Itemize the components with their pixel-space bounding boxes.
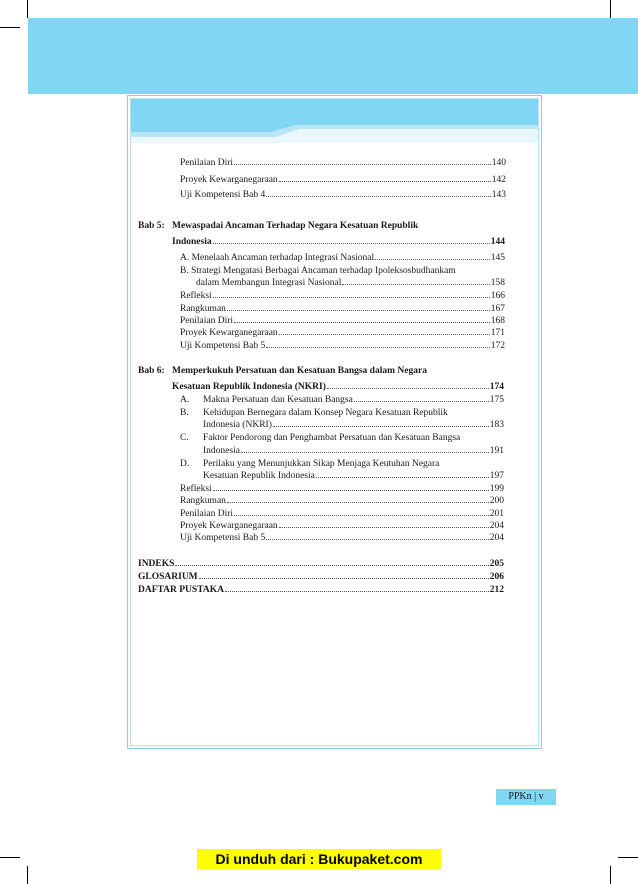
toc-entry-letter: A.: [180, 395, 190, 405]
toc-entry-page: 212: [489, 585, 504, 595]
toc-leader: [175, 565, 488, 566]
toc-leader: [342, 284, 489, 285]
toc-entry[interactable]: [180, 340, 505, 352]
toc-leader: [234, 322, 490, 323]
toc-entry-title[interactable]: Faktor Pendorong dan Penghambat Persatuan dan Kesatuan Bangsa: [203, 433, 461, 443]
toc-entry-title: GLOSARIUM: [138, 572, 198, 582]
toc-leader: [266, 539, 489, 540]
toc-entry[interactable]: [180, 495, 504, 507]
toc-leader: [213, 243, 490, 244]
toc-entry[interactable]: [180, 290, 505, 302]
toc-entry[interactable]: [203, 470, 504, 482]
toc-leader: [375, 259, 490, 260]
chapter-label: Bab 6:: [138, 366, 165, 376]
toc-entry-title: Uji Kompetensi Bab 5: [180, 533, 266, 543]
toc-leader: [213, 490, 489, 491]
toc-leader: [199, 578, 489, 579]
toc-section-entry[interactable]: [138, 571, 504, 583]
toc-entry-page: 140: [491, 158, 506, 168]
toc-entry[interactable]: [203, 419, 504, 431]
toc-entry-title-cont: Indonesia (NKRI): [203, 420, 272, 430]
toc-entry-page: 143: [491, 190, 506, 200]
toc-entry-title[interactable]: B. Strategi Mengatasi Berbagai Ancaman terhadap Ipoleksosbudhankam: [180, 266, 456, 276]
toc-entry[interactable]: [180, 174, 506, 186]
chapter-title-cont: Kesatuan Republik Indonesia (NKRI): [172, 382, 326, 392]
chapter-title-cont: Indonesia: [172, 237, 212, 247]
chapter-title[interactable]: Mewaspadai Ancaman Terhadap Negara Kesatuan Republik: [172, 221, 419, 231]
toc-entry[interactable]: [180, 189, 506, 201]
toc-entry-title-cont: dalam Membangun Integrasi Nasional: [196, 278, 342, 288]
toc-entry-title: Rangkuman: [180, 496, 226, 506]
toc-leader: [227, 502, 489, 503]
toc-entry-page: 200: [489, 496, 504, 506]
toc-entry-page: 204: [489, 533, 504, 543]
toc-entry-title: A. Menelaah Ancaman terhadap Integrasi Nasional: [180, 253, 375, 263]
download-source-banner[interactable]: Di unduh dari : Bukupaket.com: [197, 849, 441, 869]
toc-entry-page: 145: [490, 253, 505, 263]
toc-entry[interactable]: [180, 327, 505, 339]
toc-entry-page: 174: [489, 382, 504, 392]
toc-leader: [241, 452, 489, 453]
toc-leader: [234, 164, 491, 165]
page-number-badge: PPKn | v: [496, 789, 556, 805]
toc-entry-page: 199: [489, 484, 504, 494]
toc-leader: [354, 401, 489, 402]
toc-entry[interactable]: [180, 252, 505, 264]
toc-entry-title: Makna Persatuan dan Kesatuan Bangsa: [203, 395, 353, 405]
toc-entry-page: 166: [490, 291, 505, 301]
toc-entry[interactable]: [180, 157, 506, 169]
toc-chapter-entry[interactable]: [172, 236, 505, 248]
toc-leader: [266, 347, 490, 348]
toc-entry-title: Uji Kompetensi Bab 4: [180, 190, 266, 200]
toc-entry-page: 168: [490, 316, 505, 326]
toc-entry-title: Proyek Kewarganegaraan: [180, 175, 278, 185]
chapter-label: Bab 5:: [138, 221, 165, 231]
toc-entry-page: 172: [490, 341, 505, 351]
toc-entry-title: Penilaian Diri: [180, 158, 234, 168]
toc-entry-page: 158: [490, 278, 505, 288]
toc-entry[interactable]: [180, 532, 504, 544]
toc-leader: [234, 515, 489, 516]
toc-entry[interactable]: [180, 483, 504, 495]
toc-entry-title: Proyek Kewarganegaraan: [180, 328, 278, 338]
toc-leader: [279, 181, 491, 182]
toc-entry-title: DAFTAR PUSTAKA: [138, 585, 224, 595]
toc-entry-title: Penilaian Diri: [180, 316, 234, 326]
toc-entry-page: 191: [489, 446, 504, 456]
toc-entry-letter: B.: [180, 408, 189, 418]
toc-entry-title-cont: Indonesia: [203, 446, 240, 456]
toc-section-entry[interactable]: [138, 584, 504, 596]
toc-chapter-entry[interactable]: [172, 381, 504, 393]
toc-leader: [279, 334, 490, 335]
toc-entry[interactable]: [180, 303, 505, 315]
toc-entry-title: Refleksi: [180, 291, 212, 301]
toc-leader: [273, 426, 489, 427]
toc-leader: [327, 388, 489, 389]
toc-entry-page: 171: [490, 328, 505, 338]
toc-entry-page: 175: [489, 395, 504, 405]
toc-entry-title: Uji Kompetensi Bab 5: [180, 341, 266, 351]
toc-section-entry[interactable]: [138, 558, 504, 570]
toc-entry-title: Rangkuman: [180, 304, 226, 314]
toc-entry-letter: D.: [180, 459, 190, 469]
toc-leader: [213, 297, 490, 298]
toc-leader: [266, 196, 491, 197]
toc-entry[interactable]: [180, 508, 504, 520]
toc-entry-page: 201: [489, 509, 504, 519]
toc-entry-page: 144: [490, 237, 505, 247]
chapter-title[interactable]: Memperkukuh Persatuan dan Kesatuan Bangsa dalam Negara: [172, 366, 427, 376]
toc-entry-letter: C.: [180, 433, 189, 443]
toc-entry-title[interactable]: Kehidupan Bernegara dalam Konsep Negara Kesatuan Republik: [203, 408, 448, 418]
toc-entry[interactable]: [203, 445, 504, 457]
toc-entry[interactable]: [180, 520, 504, 532]
toc-entry-title: Penilaian Diri: [180, 509, 234, 519]
toc-entry[interactable]: [180, 315, 505, 327]
toc-entry-page: 142: [491, 175, 506, 185]
toc-leader: [225, 591, 489, 592]
toc-entry-title: Refleksi: [180, 484, 212, 494]
toc-entry-page: 206: [489, 572, 504, 582]
toc-leader: [316, 477, 489, 478]
toc-entry-title-cont: Kesatuan Republik Indonesia: [203, 471, 315, 481]
toc-entry-title: Proyek Kewarganegaraan: [180, 521, 278, 531]
toc-leader: [227, 310, 490, 311]
toc-leader: [279, 527, 489, 528]
toc-entry-page: 197: [489, 471, 504, 481]
toc-entry-page: 205: [489, 559, 504, 569]
toc-entry-page: 167: [490, 304, 505, 314]
toc-entry-title[interactable]: Perilaku yang Menunjukkan Sikap Menjaga Keutuhan Negara: [203, 459, 440, 469]
toc-entry-page: 183: [489, 420, 504, 430]
toc-entry[interactable]: [196, 277, 505, 289]
toc-entry[interactable]: [203, 394, 504, 406]
toc-entry-title: INDEKS: [138, 559, 175, 569]
toc-entry-page: 204: [489, 521, 504, 531]
